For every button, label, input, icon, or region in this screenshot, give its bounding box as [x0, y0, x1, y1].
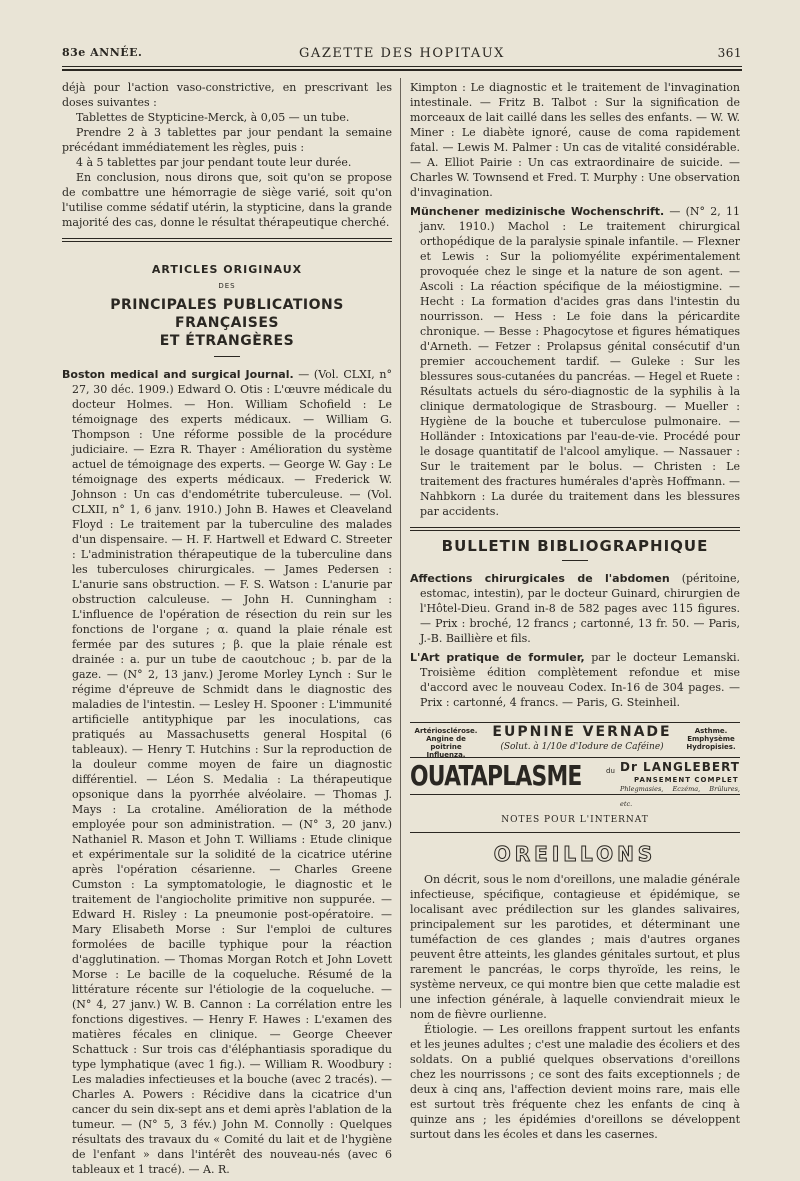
ad-indications-left: Artériosclérose. Angine de poitrine Influenza.: [414, 727, 478, 759]
left-column: [62, 80, 392, 1181]
intro-paragraph: déjà pour l'action vaso-constrictive, en prescrivant les doses suivantes :: [62, 81, 392, 109]
notes-rule: [410, 832, 740, 833]
ad-maker-name: Dr LANGLEBERT: [620, 760, 740, 774]
section-rule: [410, 527, 740, 531]
book-title: L'Art pratique de formuler,: [410, 651, 585, 664]
book-details: par le docteur Lemanski. Troisième édition complètement refondue et mise d'accord avec le nouveau Codex. In-16 de 304 pages. — Prix : cartonné, 4 francs. — Paris, G. Steinheil.: [420, 651, 740, 709]
header-journal-title: GAZETTE DES HOPITAUX: [299, 46, 505, 61]
journal-entry: [62, 367, 392, 1177]
ad-brand-block: [482, 725, 682, 755]
articles-des: DES: [218, 282, 236, 290]
journal-entry-text: Kimpton : Le diagnostic et le traitement de l'invagination intestinale. — Fritz B. Talbot : Sur la signification de morceaux de lait caillé dans les selles des enfants. — W. W. Miner : Le diabète ignoré, cause de coma rapidement fatal. — Lewis M. Palmer : Un cas de vitalité considérable. — A. Elliot Pairie : Un cas extraordinaire de suicide. — Charles W. Townsend et Fred. T. Murphy : Une observation d'invagination.: [410, 81, 740, 199]
articles-title: ARTICLES ORIGINAUX: [151, 263, 303, 276]
notes-paragraph: On décrit, sous le nom d'oreillons, une maladie générale infectieuse, spécifique, contagieuse et épidémique, se localisant avec prédilection sur les glandes salivaires, principalement sur les parotides, et déterminant une tuméfaction de ces glandes ; mais d'autres organes peuvent être atteints, les glandes génitales surtout, et plus rarement le pancréas, le corps thyroïde, les reins, le système nerveux, ce qui montre bien que cette maladie est une infection générale, à laquelle conviendrait mieux le nom de fièvre ourlienne.: [410, 873, 740, 1021]
journal-entry: [410, 204, 740, 519]
oreillons-heading: OREILLONS: [493, 842, 657, 866]
advertisement-eupnine: [410, 722, 740, 758]
header-rule: [62, 66, 742, 67]
short-rule: [562, 560, 588, 561]
header-page-number: 361: [717, 46, 742, 60]
ad-brand-name: OUATAPLASME: [410, 759, 582, 792]
journal-name: Münchener medizinische Wochenschrift.: [410, 205, 665, 218]
ad-indications-right: Asthme. Emphysème Hydropisies.: [686, 727, 736, 751]
publications-title-line1: PRINCIPALES PUBLICATIONS FRANÇAISES: [110, 297, 344, 331]
intro-paragraph: Tablettes de Stypticine-Merck, à 0,05 — un tube.: [76, 111, 350, 124]
ad-indications: Phlegmasies, Eczéma, Brûlures, etc.: [620, 785, 740, 808]
publications-title-line2: ET ÉTRANGÈRES: [159, 333, 295, 349]
advertisement-ouataplasme: [410, 758, 740, 808]
notes-paragraph: Étiologie. — Les oreillons frappent surtout les enfants et les jeunes adultes ; c'est une maladie des écoliers et des soldats. On a publié quelques observations d'oreillons chez les nourrissons ; ce sont des faits exceptionnels ; de deux à cinq ans, l'affection devient moins rare, mais elle est surtout très fréquente chez les enfants de cinq à quinze ans ; les épidémies d'oreillons se développent surtout dans les écoles et dans les casernes.: [410, 1023, 740, 1141]
column-divider: [400, 78, 401, 1008]
ad-brand-name: EUPNINE VERNADE: [492, 724, 672, 740]
book-title: Affections chirurgicales de l'abdomen: [410, 572, 670, 585]
header-year: 83e ANNÉE.: [62, 46, 143, 59]
journal-name: Boston medical and surgical Journal.: [62, 368, 294, 381]
bulletin-title: BULLETIN BIBLIOGRAPHIQUE: [441, 537, 709, 555]
book-details: (péritoine, estomac, intestin), par le docteur Guinard, chirurgien de l'Hôtel-Dieu. Grand in-8 de 582 pages avec 115 figures. — Prix : broché, 12 francs ; cartonné, 13 fr. 50. — Paris, J.-B. Baillière et fils.: [420, 572, 740, 645]
ad-du: du: [606, 767, 615, 775]
bibliography-entry: [410, 571, 740, 646]
header-rule-thick: [62, 69, 742, 71]
section-rule: [62, 238, 392, 242]
page-header: [62, 46, 742, 66]
bibliography-entry: [410, 650, 740, 710]
journal-entry: [410, 80, 740, 200]
intro-paragraph: Prendre 2 à 3 tablettes par jour pendant la semaine précédant immédiatement les règles, puis :: [62, 126, 392, 154]
journal-entry-text: — (N° 2, 11 janv. 1910.) Machol : Le traitement chirurgical orthopédique de la paralysie spinale infantile. — Flexner et Lewis : Sur la poliomyélite expérimentalement provoquée chez le singe et la nature de son agent. — Ascoli : La réaction spécifique de la méiostigmine. — Hecht : La formation d'acides gras dans l'intestin du nourrisson. — Hess : Le foie dans la péricardite chronique. — Besse : Phagocytose et figures hématiques d'Arneth. — Fetzer : Prolapsus génital consécutif d'un premier accouchement tardif. — Guleke : Sur les blessures sous-cutanées du pancréas. — Hegel et Ruete : Résultats actuels du séro-diagnostic de la syphilis à la clinique dermatologique de Strasbourg. — Mueller : Hygiène de la bouche et tuberculose pulmonaire. — Holländer : Intoxications par l'eau-de-vie. Procédé pour le dosage quantitatif de l'alcool amylique. — Nassauer : Sur le traitement par le bolus. — Christen : Le traitement des fractures humérales d'après Hoffmann. — Nahbkorn : La durée du traitement dans les blessures par accidents.: [420, 205, 740, 518]
notes-title: NOTES POUR L'INTERNAT: [501, 815, 649, 825]
ad-brand-subtitle: (Solut. à 1/10e d'Iodure de Caféine): [500, 742, 664, 752]
journal-entry-text: — (Vol. CLXI, n° 27, 30 déc. 1909.) Edward O. Otis : L'œuvre médicale du docteur Holmes. — Hon. William Schofield : Le témoignage des experts médicaux. — William G. Thompson : Une réforme possible de la procédure judiciaire. — Ezra R. Thayer : Amélioration du système actuel de témoignage des experts. — George W. Gay : Le témoignage des experts médicaux. — Frederick W. Johnson : Un cas d'endométrite tuberculeuse. — (Vol. CLXII, n° 1, 6 janv. 1910.) John B. Hawes et Cleaveland Floyd : Le traitement par la tuberculine des malades d'un dispensaire. — H. F. Hartwell et Edward C. Streeter : L'administration thérapeutique de la tuberculine dans les tuberculoses chirurgicales. — James Pedersen : L'anurie sans obstruction. — F. S. Watson : L'anurie par obstruction calculeuse. — John H. Cunningham : L'influence de l'opération de résection du rein sur les fonctions de l'organe ; α. quand la plaie rénale est fermée par des sutures ; β. que la plaie rénale est drainée : a. pur un tube de caoutchouc ; b. par de la gaze. — (N° 2, 13 janv.) Jerome Morley Lynch : Sur le régime d'épreuve de Schmidt dans le diagnostic des maladies de l'intestin. — Lesley H. Spooner : L'immunité artificielle antityphique par les inoculations, cas pratiqués au Massachusetts general Hospital (6 tableaux). — Henry T. Hutchins : Sur la reproduction de la douleur comme moyen de faire un diagnostic différentiel. — Léon S. Medalia : La thérapeutique opsonique dans la pyorrhée alvéolaire. — Thomas J. Mays : La crotaline. Amélioration de la méthode employée pour son administration. — (N° 3, 20 janv.) Nathaniel R. Mason et John T. Williams : Etude clinique et expérimentale sur la solidité de la cicatrice utérine après l'opération césarienne. — Charles Greene Cumston : La symptomatologie, le diagnostic et le traitement de l'angiocholite primitive non suppurée. — Edward H. Risley : La pneumonie post-opératoire. — Mary Elisabeth Morse : Sur l'emploi de cultures formolées de bacille typhique pour la réaction d'agglutination. — Thomas Morgan Rotch et John Lovett Morse : Le bacille de la coqueluche. Résumé de la littérature récente sur l'étiologie de la coqueluche. — (N° 4, 27 janv.) W. B. Cannon : La corrélation entre les fonctions digestives. — Henry F. Hawes : L'examen des matières fécales en clinique. — George Cheever Schattuck : Sur trois cas d'éléphantiasis sporadique du type lymphatique (avec 1 fig.). — William R. Woodbury : Les maladies infectieuses et la bouche (avec 2 tracés). — Charles A. Powers : Récidive dans la cicatrice d'un cancer du sein dix-sept ans et demi après l'ablation de la tumeur. — (N° 5, 3 fév.) John M. Connolly : Quelques résultats des travaux du « Comité du lait et de l'hygiène de l'enfant » dans l'intérêt des nouveau-nés (avec 6 tableaux et 1 tracé). — A. R.: [72, 368, 392, 1176]
short-rule: [214, 356, 240, 357]
right-column: [410, 80, 740, 1142]
ad-product-line: PANSEMENT COMPLET: [634, 776, 739, 784]
intro-paragraph: En conclusion, nous dirons que, soit qu'on se propose de combattre une hémorragie de siège varié, soit qu'on l'utilise comme sédatif utérin, la stypticine, dans la grande majorité des cas, donne le résultat thérapeutique cherché.: [62, 171, 392, 229]
intro-paragraph: 4 à 5 tablettes par jour pendant toute leur durée.: [76, 156, 352, 169]
